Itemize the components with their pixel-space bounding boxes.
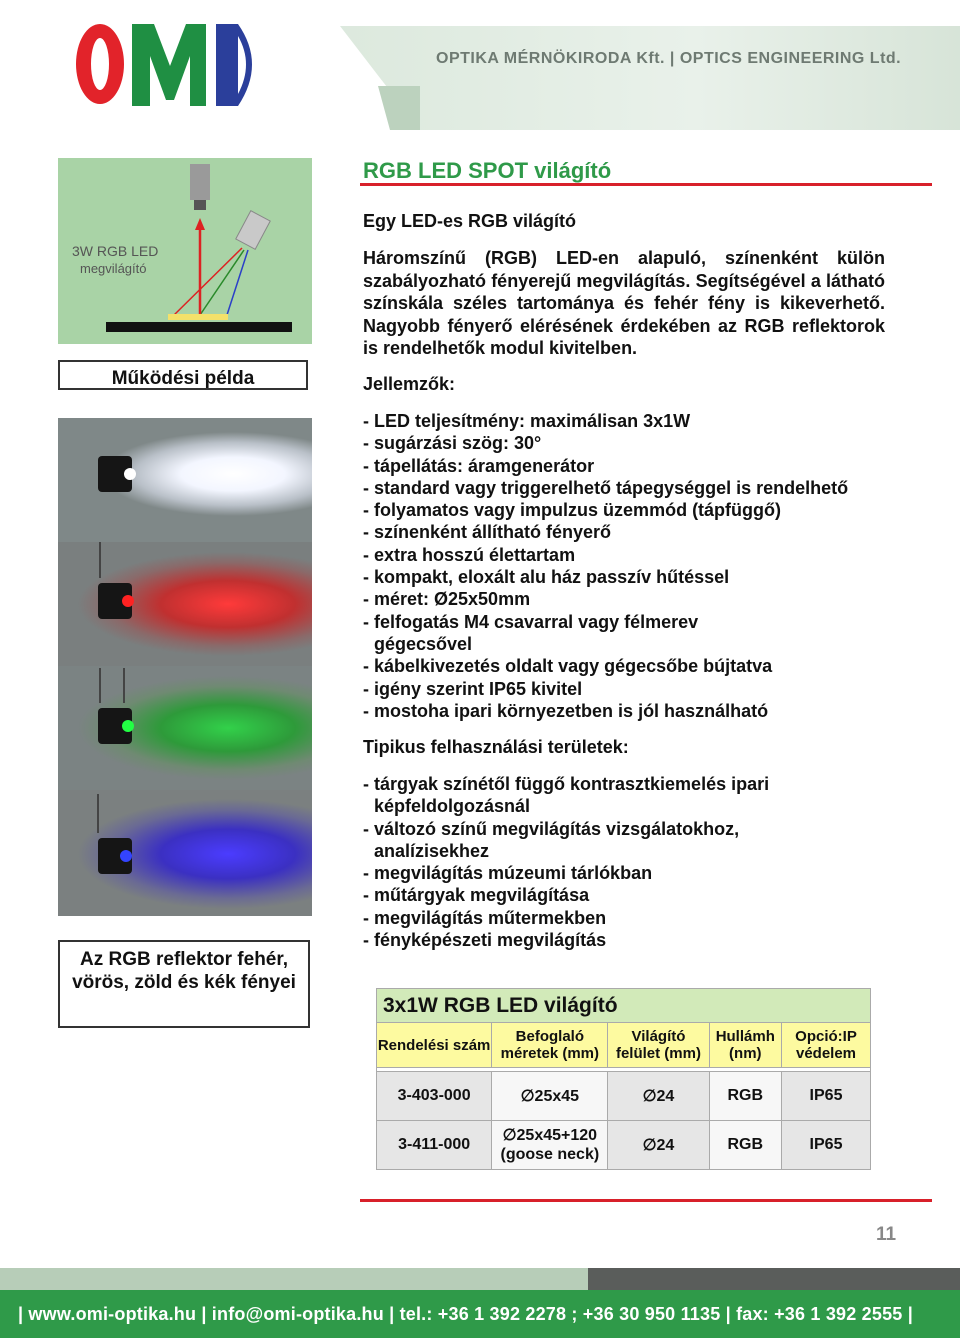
table-row: [377, 1072, 871, 1121]
table-header-cell: Befoglaló méretek (mm): [492, 1023, 608, 1068]
list-item: - megvilágítás múzeumi tárlókban: [363, 863, 653, 884]
diagram-label-line2: megvilágító: [80, 261, 147, 276]
green-led-icon: [98, 708, 134, 744]
table-row: [377, 1121, 871, 1170]
led-spot-icon: [236, 211, 270, 250]
list-item: - felfogatás M4 csavarral vagy félmerev gégecsővel: [363, 611, 699, 654]
list-item: - változó színű megvilágítás vizsgálatokhoz, analízisekhez: [363, 818, 740, 861]
table-cell: ∅24: [608, 1121, 709, 1170]
list-item: - méret: Ø25x50mm: [363, 589, 531, 610]
caption-rgb-colors: Az RGB reflektor fehér, vörös, zöld és kék fényei: [58, 940, 310, 1028]
list-item: - sugárzási szög: 30°: [363, 433, 542, 454]
rgb-lights-photo: [58, 418, 312, 916]
caption-working-example: Működési példa: [58, 360, 308, 390]
diagram-label-line1: 3W RGB LED: [72, 243, 159, 259]
table-header-cell: Rendelési szám: [377, 1023, 492, 1068]
table-header-cell: Opció:IP védelem: [782, 1023, 871, 1068]
list-item: - folyamatos vagy impulzus üzemmód (tápfüggő): [363, 500, 782, 521]
list-item: - igény szerint IP65 kivitel: [363, 678, 583, 699]
subtitle: Egy LED-es RGB világító: [363, 211, 577, 231]
table-cell: ∅24: [608, 1072, 709, 1121]
table-header-cell: Hullámh (nm): [709, 1023, 782, 1068]
omi-logo: [70, 14, 270, 114]
list-item: - tárgyak színétől függő kontrasztkiemelés ipari képfeldolgozásnál: [363, 774, 770, 817]
white-led-icon: [98, 456, 136, 492]
table-cell: IP65: [782, 1121, 871, 1170]
list-item: - megvilágítás műtermekben: [363, 907, 607, 928]
page-title: RGB LED SPOT világító: [363, 158, 612, 183]
red-led-icon: [98, 583, 134, 619]
table-title: 3x1W RGB LED világító: [377, 989, 871, 1023]
footer-contact: | www.omi-optika.hu | info@omi-optika.hu | tel.: +36 1 392 2278 ; +36 30 950 1135 | fax: +36 1 392 2555 |: [0, 1290, 960, 1338]
list-item: - mostoha ipari környezetben is jól használható: [363, 700, 769, 721]
list-item: - LED teljesítmény: maximálisan 3x1W: [363, 411, 691, 431]
table-cell: 3-403-000: [377, 1072, 492, 1121]
table-cell: IP65: [782, 1072, 871, 1121]
table-cell: ∅25x45: [492, 1072, 608, 1121]
blue-led-icon: [98, 838, 132, 874]
working-example-diagram: [58, 158, 312, 344]
table-cell: ∅25x45+120 (goose neck): [492, 1121, 608, 1170]
company-name: OPTIKA MÉRNÖKIRODA Kft. | OPTICS ENGINEERING Ltd.: [436, 50, 902, 67]
list-item: - extra hosszú élettartam: [363, 544, 576, 565]
table-cell: RGB: [709, 1072, 782, 1121]
list-item: - standard vagy triggerelhető tápegységgel is rendelhető: [363, 477, 849, 498]
list-item: - tápellátás: áramgenerátor: [363, 455, 595, 476]
camera-body-icon: [190, 164, 210, 200]
bottom-divider: [360, 1199, 932, 1202]
table-cell: 3-411-000: [377, 1121, 492, 1170]
camera-lens-icon: [194, 200, 206, 210]
list-item: - színenként állítható fényerő: [363, 522, 612, 543]
features-list: [363, 410, 923, 722]
uses-list: [363, 773, 923, 951]
list-item: - műtárgyak megvilágítása: [363, 885, 590, 906]
page-number: 11: [876, 1224, 897, 1245]
target-surface: [106, 322, 292, 332]
title-divider: [360, 183, 932, 186]
table-header-cell: Világító felület (mm): [608, 1023, 709, 1068]
table-cell: RGB: [709, 1121, 782, 1170]
product-table: [376, 988, 871, 1170]
footer-stripe-dark: [588, 1268, 960, 1290]
list-item: - kábelkivezetés oldalt vagy gégecsőbe bújtatva: [363, 656, 773, 677]
intro-paragraph: Háromszínű (RGB) LED-en alapuló, színenként külön szabályozható fényerejű megvilágítás. Segítségével a látható színskála széles tartománya és fehér fény is kikeverhető. Nagyobb fényerő elérésének érdekében az RGB reflektorok is rendelhetők modul kivitelben.: [363, 248, 885, 358]
uses-heading: Tipikus felhasználási területek:: [363, 737, 629, 757]
features-heading: Jellemzők:: [363, 374, 456, 394]
list-item: - fényképészeti megvilágítás: [363, 930, 607, 951]
list-item: - kompakt, eloxált alu ház passzív hűtéssel: [363, 567, 730, 588]
